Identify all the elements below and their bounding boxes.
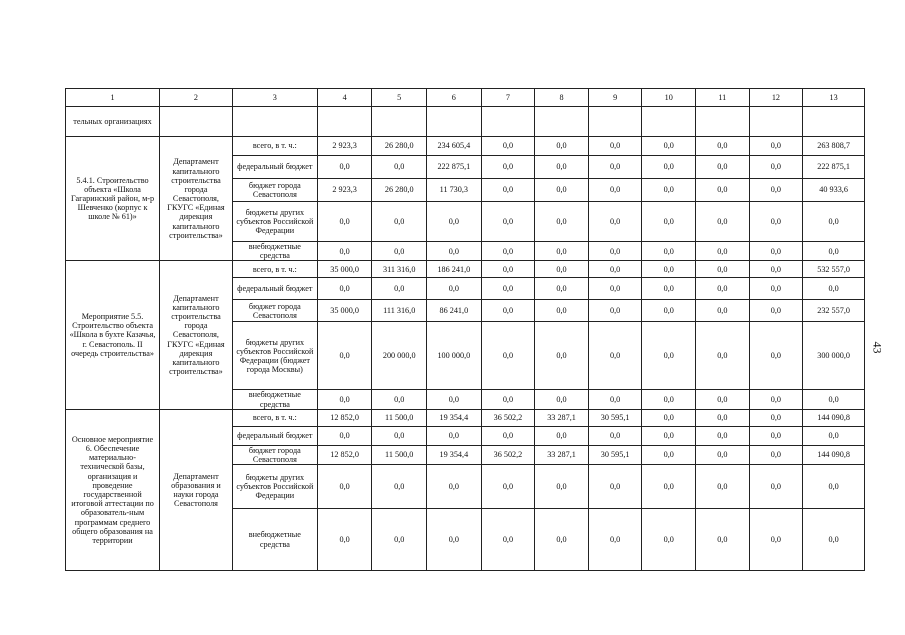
event-name-cell: 5.4.1. Строительство объекта «Школа Гагаринский район, м-р Шевченко (корпус к школе № 61)» xyxy=(66,137,160,261)
amount-cell: 0,0 xyxy=(642,137,696,156)
amount-cell: 0,0 xyxy=(372,156,427,179)
amount-cell: 0,0 xyxy=(372,242,427,261)
amount-cell: 0,0 xyxy=(749,409,803,426)
amount-cell: 0,0 xyxy=(588,300,642,322)
funding-source-cell: бюджеты других субъектов Российской Федерации xyxy=(232,202,317,242)
amount-cell: 300 000,0 xyxy=(803,322,865,390)
amount-cell: 0,0 xyxy=(427,426,482,445)
header-cell: 7 xyxy=(481,89,535,107)
header-cell: 12 xyxy=(749,89,803,107)
amount-cell: 0,0 xyxy=(427,202,482,242)
amount-cell: 26 280,0 xyxy=(372,137,427,156)
header-cell: 6 xyxy=(427,89,482,107)
amount-cell: 0,0 xyxy=(372,390,427,409)
amount-cell: 0,0 xyxy=(535,322,589,390)
amount-cell: 0,0 xyxy=(588,137,642,156)
amount-cell: 0,0 xyxy=(481,300,535,322)
amount-cell: 0,0 xyxy=(427,509,482,571)
executor-cell: Департамент образования и науки города Севастополя xyxy=(160,409,233,570)
amount-cell: 0,0 xyxy=(642,445,696,464)
amount-cell: 0,0 xyxy=(803,278,865,300)
amount-cell: 0,0 xyxy=(588,179,642,202)
funding-source-cell: внебюджетные средства xyxy=(232,242,317,261)
amount-cell: 0,0 xyxy=(803,509,865,571)
amount-cell: 0,0 xyxy=(642,179,696,202)
amount-cell: 0,0 xyxy=(749,390,803,409)
amount-cell: 0,0 xyxy=(427,390,482,409)
amount-cell: 26 280,0 xyxy=(372,179,427,202)
amount-cell: 0,0 xyxy=(642,390,696,409)
amount-cell: 0,0 xyxy=(749,179,803,202)
amount-cell: 0,0 xyxy=(427,242,482,261)
amount-cell: 100 000,0 xyxy=(427,322,482,390)
amount-cell: 0,0 xyxy=(588,390,642,409)
amount-cell: 0,0 xyxy=(317,202,372,242)
amount-cell: 0,0 xyxy=(696,261,750,278)
amount-cell: 0,0 xyxy=(588,322,642,390)
amount-cell: 0,0 xyxy=(696,445,750,464)
amount-cell: 0,0 xyxy=(696,156,750,179)
amount-cell: 0,0 xyxy=(372,426,427,445)
funding-source-cell: федеральный бюджет xyxy=(232,278,317,300)
amount-cell: 0,0 xyxy=(696,300,750,322)
amount-cell: 0,0 xyxy=(372,202,427,242)
header-cell: 11 xyxy=(696,89,750,107)
event-name-cell: Мероприятие 5.5. Строительство объекта «Школа в бухте Казачья, г. Севастополь. II очередь строительства» xyxy=(66,261,160,409)
header-cell: 5 xyxy=(372,89,427,107)
table-row xyxy=(66,409,865,426)
amount-cell: 0,0 xyxy=(535,156,589,179)
amount-cell: 0,0 xyxy=(749,242,803,261)
amount-cell: 0,0 xyxy=(696,390,750,409)
amount-cell: 0,0 xyxy=(696,137,750,156)
amount-cell: 0,0 xyxy=(317,322,372,390)
amount-cell: 532 557,0 xyxy=(803,261,865,278)
amount-cell: 33 287,1 xyxy=(535,409,589,426)
amount-cell: 0,0 xyxy=(317,390,372,409)
amount-cell: 0,0 xyxy=(696,202,750,242)
amount-cell: 0,0 xyxy=(481,426,535,445)
amount-cell: 222 875,1 xyxy=(427,156,482,179)
amount-cell: 0,0 xyxy=(535,179,589,202)
amount-cell: 33 287,1 xyxy=(535,445,589,464)
amount-cell: 0,0 xyxy=(642,242,696,261)
table-row xyxy=(66,261,865,278)
amount-cell: 0,0 xyxy=(317,426,372,445)
amount-cell: 0,0 xyxy=(696,179,750,202)
amount-cell: 0,0 xyxy=(642,509,696,571)
funding-source-cell: внебюджетные средства xyxy=(232,509,317,571)
amount-cell: 0,0 xyxy=(696,278,750,300)
amount-cell: 2 923,3 xyxy=(317,137,372,156)
amount-cell: 0,0 xyxy=(588,278,642,300)
amount-cell: 0,0 xyxy=(588,465,642,509)
amount-cell: 0,0 xyxy=(749,465,803,509)
amount-cell: 0,0 xyxy=(535,278,589,300)
amount-cell: 19 354,4 xyxy=(427,409,482,426)
header-cell: 3 xyxy=(232,89,317,107)
amount-cell: 0,0 xyxy=(588,242,642,261)
amount-cell: 0,0 xyxy=(535,261,589,278)
amount-cell: 0,0 xyxy=(696,242,750,261)
amount-cell: 144 090,8 xyxy=(803,445,865,464)
amount-cell: 0,0 xyxy=(481,322,535,390)
amount-cell: 0,0 xyxy=(749,300,803,322)
budget-table xyxy=(65,88,865,571)
amount-cell: 0,0 xyxy=(588,202,642,242)
amount-cell: 0,0 xyxy=(481,156,535,179)
amount-cell: 0,0 xyxy=(749,445,803,464)
funding-source-cell: всего, в т. ч.: xyxy=(232,261,317,278)
amount-cell: 0,0 xyxy=(372,278,427,300)
amount-cell: 12 852,0 xyxy=(317,445,372,464)
amount-cell: 0,0 xyxy=(749,426,803,445)
funding-source-cell: федеральный бюджет xyxy=(232,426,317,445)
amount-cell: 0,0 xyxy=(749,322,803,390)
amount-cell: 0,0 xyxy=(696,426,750,445)
funding-source-cell: бюджеты других субъектов Российской Федерации (бюджет города Москвы) xyxy=(232,322,317,390)
amount-cell: 0,0 xyxy=(317,509,372,571)
amount-cell: 0,0 xyxy=(317,465,372,509)
amount-cell: 0,0 xyxy=(696,409,750,426)
amount-cell: 0,0 xyxy=(317,278,372,300)
amount-cell: 35 000,0 xyxy=(317,300,372,322)
amount-cell: 0,0 xyxy=(481,465,535,509)
amount-cell: 35 000,0 xyxy=(317,261,372,278)
amount-cell: 0,0 xyxy=(749,261,803,278)
amount-cell: 234 605,4 xyxy=(427,137,482,156)
amount-cell: 36 502,2 xyxy=(481,445,535,464)
amount-cell: 0,0 xyxy=(481,242,535,261)
amount-cell: 36 502,2 xyxy=(481,409,535,426)
amount-cell: 2 923,3 xyxy=(317,179,372,202)
amount-cell: 0,0 xyxy=(372,465,427,509)
amount-cell: 19 354,4 xyxy=(427,445,482,464)
header-row xyxy=(66,89,865,107)
amount-cell: 0,0 xyxy=(803,390,865,409)
funding-source-cell: всего, в т. ч.: xyxy=(232,137,317,156)
header-cell: 4 xyxy=(317,89,372,107)
amount-cell: 0,0 xyxy=(642,409,696,426)
amount-cell: 0,0 xyxy=(588,261,642,278)
amount-cell: 0,0 xyxy=(803,465,865,509)
executor-cell: Департамент капитального строительства города Севастополя, ГКУГС «Единая дирекция капитального строительства» xyxy=(160,261,233,409)
amount-cell: 0,0 xyxy=(642,278,696,300)
amount-cell: 0,0 xyxy=(481,390,535,409)
continuation-text: тельных организациях xyxy=(66,107,160,137)
amount-cell: 186 241,0 xyxy=(427,261,482,278)
amount-cell: 0,0 xyxy=(535,300,589,322)
amount-cell: 144 090,8 xyxy=(803,409,865,426)
amount-cell: 0,0 xyxy=(535,242,589,261)
header-cell: 10 xyxy=(642,89,696,107)
amount-cell: 0,0 xyxy=(535,390,589,409)
amount-cell: 0,0 xyxy=(317,156,372,179)
amount-cell: 0,0 xyxy=(535,509,589,571)
funding-source-cell: всего, в т. ч.: xyxy=(232,409,317,426)
amount-cell: 200 000,0 xyxy=(372,322,427,390)
amount-cell: 0,0 xyxy=(749,137,803,156)
funding-source-cell: бюджет города Севастополя xyxy=(232,445,317,464)
amount-cell: 0,0 xyxy=(803,242,865,261)
amount-cell: 0,0 xyxy=(535,426,589,445)
amount-cell: 0,0 xyxy=(749,278,803,300)
amount-cell: 0,0 xyxy=(749,156,803,179)
amount-cell: 0,0 xyxy=(696,509,750,571)
amount-cell: 0,0 xyxy=(642,202,696,242)
amount-cell: 0,0 xyxy=(427,278,482,300)
amount-cell: 0,0 xyxy=(535,465,589,509)
header-cell: 13 xyxy=(803,89,865,107)
amount-cell: 0,0 xyxy=(372,509,427,571)
amount-cell: 0,0 xyxy=(642,300,696,322)
amount-cell: 30 595,1 xyxy=(588,409,642,426)
amount-cell: 0,0 xyxy=(588,156,642,179)
amount-cell: 0,0 xyxy=(481,137,535,156)
amount-cell: 0,0 xyxy=(696,322,750,390)
continuation-row xyxy=(66,107,865,137)
amount-cell: 0,0 xyxy=(481,179,535,202)
amount-cell: 0,0 xyxy=(535,202,589,242)
executor-cell: Департамент капитального строительства города Севастополя, ГКУГС «Единая дирекция капитального строительства» xyxy=(160,137,233,261)
amount-cell: 111 316,0 xyxy=(372,300,427,322)
header-cell: 1 xyxy=(66,89,160,107)
amount-cell: 0,0 xyxy=(642,465,696,509)
page-number: 43 xyxy=(870,341,885,354)
amount-cell: 0,0 xyxy=(749,202,803,242)
amount-cell: 11 730,3 xyxy=(427,179,482,202)
amount-cell: 0,0 xyxy=(803,202,865,242)
amount-cell: 40 933,6 xyxy=(803,179,865,202)
amount-cell: 0,0 xyxy=(642,261,696,278)
amount-cell: 0,0 xyxy=(642,426,696,445)
funding-source-cell: бюджет города Севастополя xyxy=(232,300,317,322)
amount-cell: 0,0 xyxy=(427,465,482,509)
amount-cell: 0,0 xyxy=(588,426,642,445)
amount-cell: 0,0 xyxy=(317,242,372,261)
amount-cell: 0,0 xyxy=(642,156,696,179)
amount-cell: 86 241,0 xyxy=(427,300,482,322)
table-row xyxy=(66,137,865,156)
amount-cell: 232 557,0 xyxy=(803,300,865,322)
header-cell: 2 xyxy=(160,89,233,107)
funding-source-cell: бюджет города Севастополя xyxy=(232,179,317,202)
amount-cell: 0,0 xyxy=(803,426,865,445)
amount-cell: 0,0 xyxy=(588,509,642,571)
amount-cell: 222 875,1 xyxy=(803,156,865,179)
amount-cell: 263 808,7 xyxy=(803,137,865,156)
funding-source-cell: федеральный бюджет xyxy=(232,156,317,179)
amount-cell: 0,0 xyxy=(696,465,750,509)
funding-source-cell: бюджеты других субъектов Российской Федерации xyxy=(232,465,317,509)
amount-cell: 0,0 xyxy=(481,261,535,278)
amount-cell: 311 316,0 xyxy=(372,261,427,278)
amount-cell: 12 852,0 xyxy=(317,409,372,426)
amount-cell: 0,0 xyxy=(481,278,535,300)
amount-cell: 11 500,0 xyxy=(372,445,427,464)
amount-cell: 11 500,0 xyxy=(372,409,427,426)
amount-cell: 0,0 xyxy=(481,202,535,242)
amount-cell: 0,0 xyxy=(749,509,803,571)
header-cell: 8 xyxy=(535,89,589,107)
amount-cell: 0,0 xyxy=(642,322,696,390)
funding-source-cell: внебюджетные средства xyxy=(232,390,317,409)
event-name-cell: Основное мероприятие 6. Обеспечение материально-технической базы, организация и проведение государственной итоговой аттестации по образователь-ным программам среднего общего образования на территории xyxy=(66,409,160,570)
amount-cell: 0,0 xyxy=(481,509,535,571)
amount-cell: 30 595,1 xyxy=(588,445,642,464)
header-cell: 9 xyxy=(588,89,642,107)
amount-cell: 0,0 xyxy=(535,137,589,156)
